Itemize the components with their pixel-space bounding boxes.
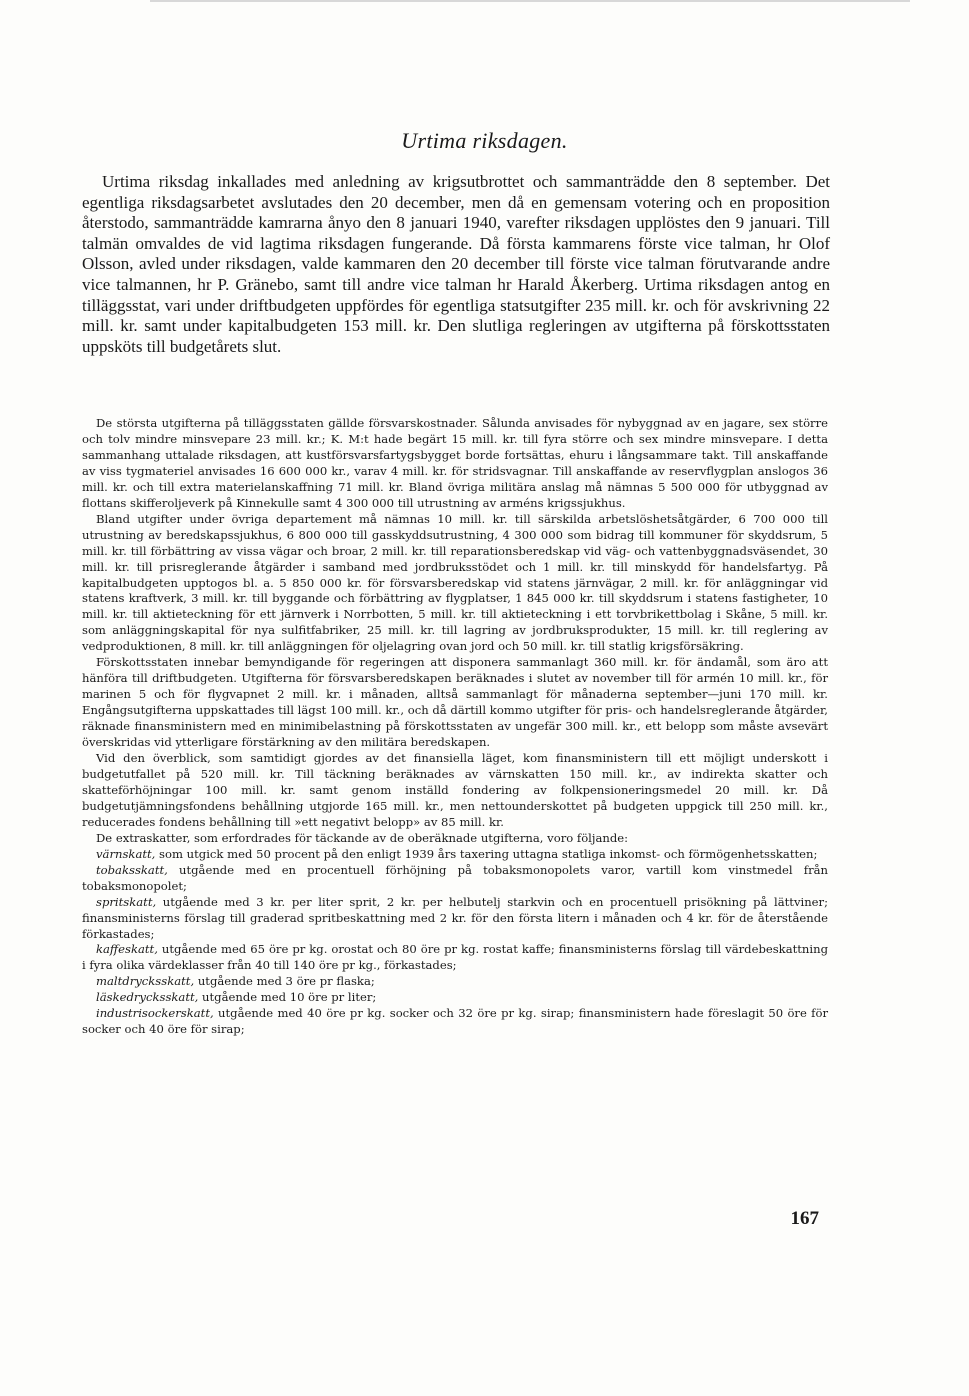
small-print-body — [82, 416, 828, 1038]
tax-item — [82, 895, 828, 943]
tax-name: värnskatt, — [96, 846, 156, 861]
paragraph-financial-overview: Vid den överblick, som samtidigt gjordes av det finansiella läget, kom finansministern till ett möjligt underskott i budgetutfallet på 520 mill. kr. Till täckning beräknades av värnskatten 150 mill. kr., av indirekta skatter och skatteförhöjningar 100 mill. kr. samt genom inställd fondering av folkpensioneringsmedel 20 mill. kr. Då budgetutjämningsfondens behållning utgjorde 165 mill. kr., men nettounderskottet på budgeten uppgick till 250 mill. kr., reducerades fondens behållning till »ett negativt belopp» av 85 mill. kr. — [82, 751, 828, 829]
paragraph-defence-costs: De största utgifterna på tilläggsstaten gällde försvarskostnader. Sålunda anvisades för nybyggnad av en jagare, sex större och tolv mindre minsvepare 23 mill. kr.; K. M:t hade begärt 15 mill. kr. till fyra större och sex mindre minsvepare. I detta sammanhang uttalade riksdagen, att kustförsvarsfartygsbygget borde fortsättas, ehuru i långsammare takt. Till anskaffande av viss tygmateriel anvisades 16 600 000 kr., varav 4 mill. kr. för stridsvagnar. Till anskaffande av reservflygplan anslogos 36 mill. kr. och till extra materielanskaffning 71 mill. kr. Bland övriga militära anslag må nämnas 5 500 000 för utbyggnad av flottans skifferoljeverk på Kinnekulle samt 4 300 000 till utrustning av arméns krigssjukhus. — [82, 416, 828, 510]
tax-text: som utgick med 50 procent på den enligt 1939 års taxering uttagna statliga inkomst- och förmögenhetsskatten; — [155, 846, 818, 861]
lead-paragraph-text: Urtima riksdag inkallades med anledning av krigsutbrottet och sammanträdde den 8 september. Det egentliga riksdagsarbetet avslutades den 20 december, men då en gemensam votering och en proposition återstodo, sammanträdde kamrarna ånyo den 8 januari 1940, varefter riksdagen upplöstes den 9 januari. Till talmän omvaldes de vid lagtima riksdagen fungerande. Då första kammarens förste vice talman, hr Olof Olsson, avled under riksdagen, valde kammaren den 20 december till förste vice talman förutvarande andre vice talmannen, hr P. Gränebo, samt till andre vice talman hr Harald Åkerberg. Urtima riksdagen antog en tilläggsstat, vari under driftbudgeten uppfördes för egentliga statsutgifter 235 mill. kr. och för avskrivning 22 mill. kr. samt under kapitalbudgeten 153 mill. kr. Den slutliga regleringen av utgifterna på förskottsstaten uppsköts till budgetårets slut. — [82, 172, 830, 356]
tax-text: utgående med 3 öre pr flaska; — [194, 974, 375, 989]
tax-text: utgående med 40 öre pr kg. socker och 32 öre pr kg. sirap; finansministern hade föreslagit 50 öre för socker och 40 öre för sirap; — [82, 1006, 828, 1037]
tax-name: kaffeskatt, — [96, 942, 158, 957]
paragraph-advance-budget: Förskottsstaten innebar bemyndigande för regeringen att disponera sammanlagt 360 mill. kr. för ändamål, som äro att hänföra till driftbudgeten. Utgifterna för försvarsberedskapen beräknades i slutet av november till för armén 10 mill. kr., för marinen 5 och för flygvapnet 2 mill. kr. i månaden, alltså sammanlagt för månaderna september—juni 170 mill. kr. Engångsutgifterna uppskattades till lägst 100 mill. kr., och då därtill kommo utgifter för pris- och handelsreglerande åtgärder, räknade finansministern med en minimibelastning på förskottsstaten av ungefär 300 mill. kr., ett belopp som måste avsevärt överskridas vid ytterligare förstärkning av den militära beredskapen. — [82, 655, 828, 750]
tax-name: spritskatt, — [96, 894, 157, 909]
paragraph-extra-taxes-intro: De extraskatter, som erfordrades för täckande av de oberäknade utgifterna, voro följande: — [96, 830, 629, 845]
tax-name: läskedrycksskatt, — [96, 990, 199, 1005]
tax-item — [82, 942, 828, 974]
tax-text: utgående med 3 kr. per liter sprit, 2 kr. per helbutelj starkvin och en procentuell prisökning på lättviner; finansministerns förslag till graderad spritbeskattning med 2 kr. för den första litern i månaden och 4 kr. för de återstående förkastades; — [82, 894, 828, 941]
tax-name: tobaksskatt, — [96, 862, 168, 877]
lead-paragraph — [82, 172, 830, 357]
tax-text: utgående med en procentuell förhöjning på tobaksmonopolets varor, vartill kom vinstmedel från tobaksmonopolet; — [82, 862, 828, 893]
page-title: Urtima riksdagen. — [401, 128, 568, 153]
tax-name: industrisockerskatt, — [96, 1006, 214, 1021]
paragraph-other-departments: Bland utgifter under övriga departement må nämnas 10 mill. kr. till särskilda arbetslöshetsåtgärder, 6 700 000 till utrustning av beredskapssjukhus, 6 800 000 till gasskyddsutrustning, 4 300 000 som bidrag till kommuner för skyddsrum, 5 mill. kr. till förbättring av vissa vägar och broar, 2 mill. kr. till reparationsberedskap vid väg- och vattenbyggnadsväsendet, 30 mill. kr. till prisreglerande åtgärder i samband med jordbruksstödet och 1 mill. kr. till minskydd för handelsfartyg. På kapitalbudgeten upptogos bl. a. 5 850 000 kr. för försvarsberedskap vid statens järnvägar, 2 mill. kr. för anläggningar vid statens kraftverk, 3 mill. kr. till byggande och förbättring av flygplatser, 1 845 000 kr. till skyddsrum i statens fastigheter, 10 mill. kr. till aktieteckning för ett järnverk i Norrbotten, 5 mill. kr. till aktieteckning i ett torvbrikettbolag i Skåne, 5 mill. kr. som anläggningskapital för nya sulfitfabriker, 25 mill. kr. till lagring av jordbruksprodukter, 15 mill. kr. till reglering av vedproduktionen, 8 mill. kr. till anläggningen för oljelagring ovan jord och 50 mill. kr. till statlig krigsförsäkring. — [82, 511, 828, 654]
tax-item — [82, 847, 828, 863]
tax-name: maltdrycksskatt, — [96, 974, 195, 989]
tax-item — [82, 1006, 828, 1038]
tax-item — [82, 863, 828, 895]
tax-item — [82, 974, 828, 990]
tax-text: utgående med 65 öre pr kg. orostat och 80 öre pr kg. rostat kaffe; finansministerns förslag till värdebeskattning i fyra olika värdeklasser från 40 till 140 öre pr kg., förkastades; — [82, 942, 828, 973]
tax-text: utgående med 10 öre pr liter; — [198, 990, 377, 1005]
page-number: 167 — [790, 1208, 819, 1229]
top-edge-rule — [150, 0, 910, 2]
tax-item — [82, 990, 828, 1006]
